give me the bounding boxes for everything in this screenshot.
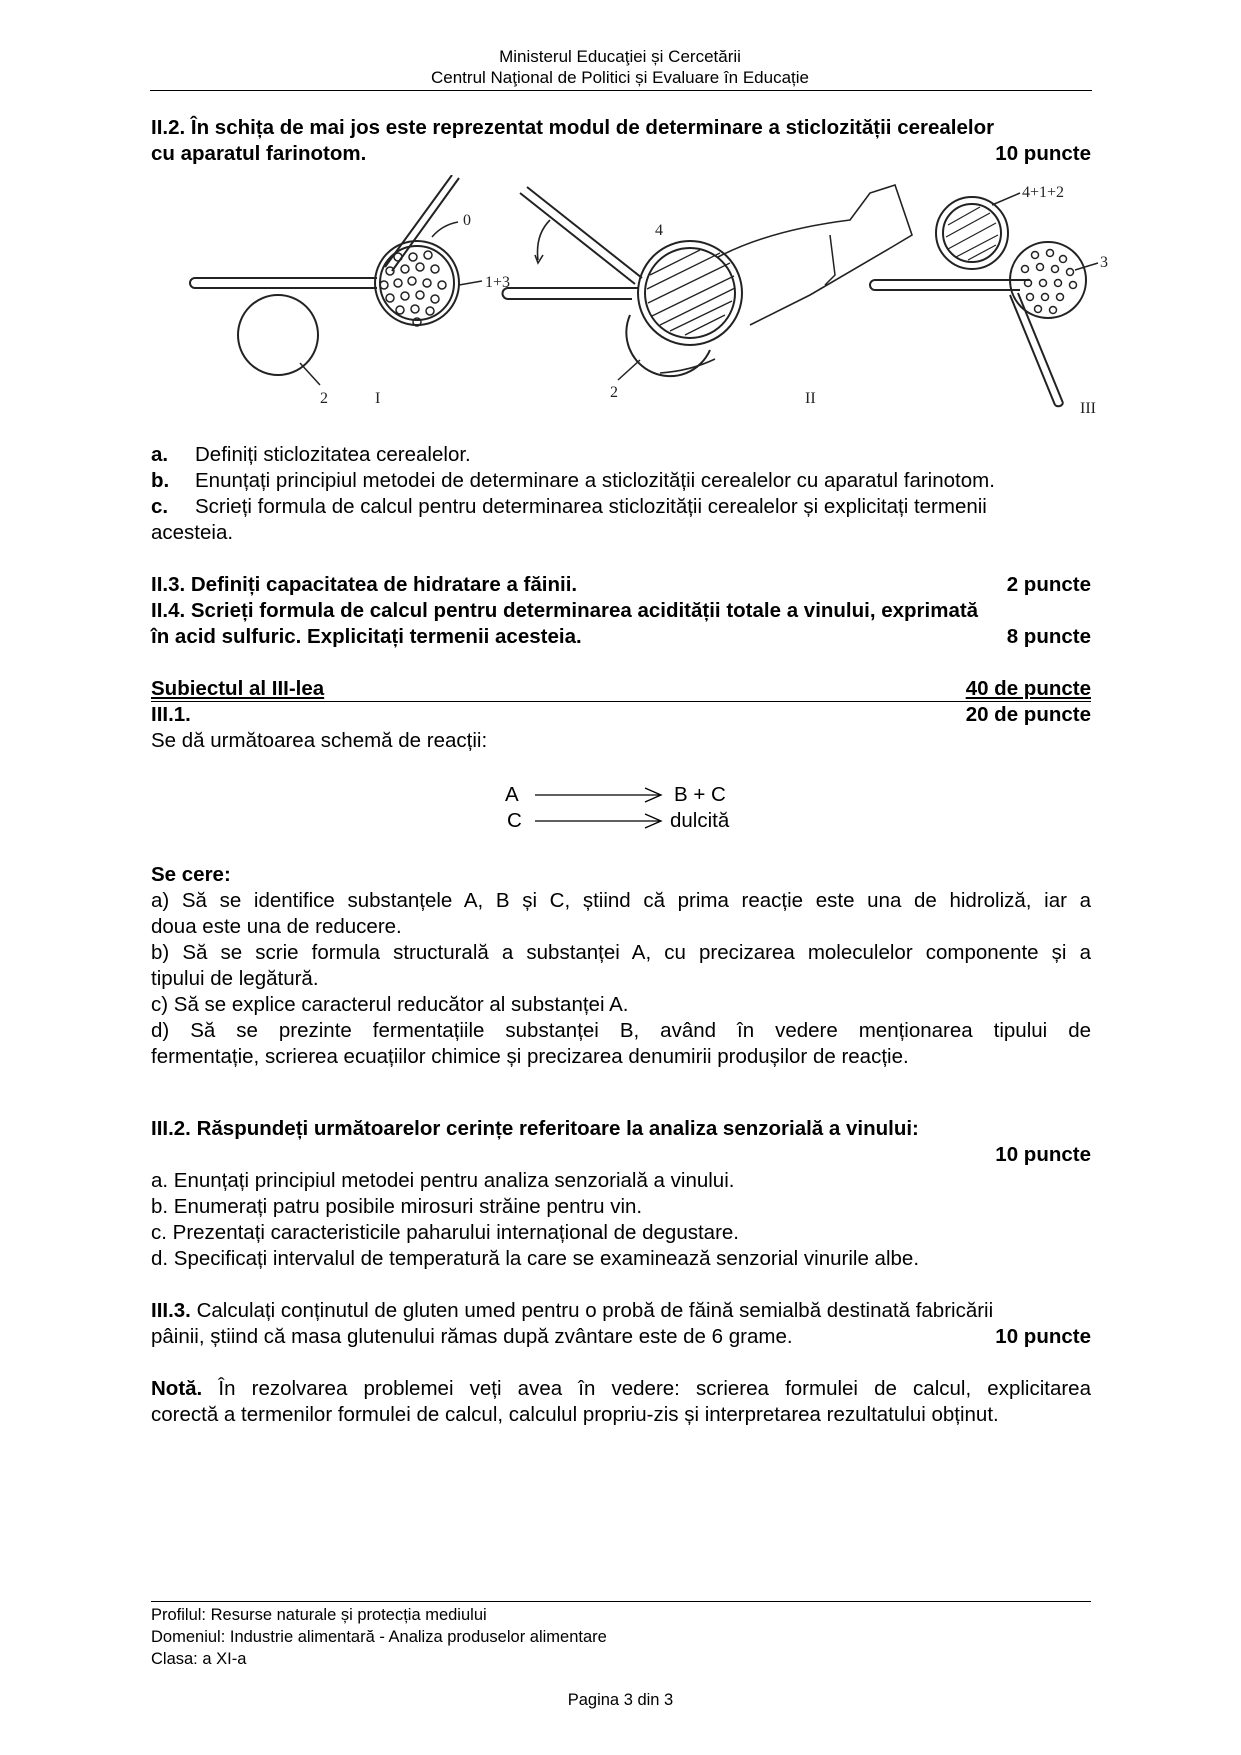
- fig2-label-4: 4: [655, 222, 663, 239]
- q3-2-title: Răspundeți următoarelor cerințe referitoare la analiza senzorială a vinului:: [196, 1117, 919, 1140]
- footer-class: Clasa: a XI-a: [151, 1650, 247, 1668]
- q3-1-line-b1: b) Să se scrie formula structurală a substanței A, cu precizarea moleculelor componente și a: [151, 941, 1091, 964]
- q3-2-points-row: [151, 1142, 1091, 1168]
- q3-1-row: [151, 702, 1091, 728]
- q3-3-line1: [151, 1298, 1091, 1324]
- fig2-sample-disc: [645, 248, 735, 338]
- q3-1-line-d2: fermentație, scrierea ecuațiilor chimice și precizarea denumirii produșilor de reacție.: [151, 1045, 909, 1068]
- q3-1-line-c: c) Să se explice caracterul reducător al substanței A.: [151, 993, 629, 1016]
- q3-3-text1: Calculați conținutul de gluten umed pentru o probă de făină semialbă destinată fabricării: [196, 1299, 994, 1322]
- fig1-label-2: 2: [320, 390, 328, 407]
- q2-2-item-c-cont: acesteia.: [151, 521, 234, 544]
- q2-2-item-b: [151, 468, 1091, 494]
- reaction-2-arrow: [535, 813, 665, 829]
- fig2-upper-arm: [520, 187, 642, 284]
- q3-2-title-row: [151, 1116, 1091, 1142]
- fig3-label-4-1-2: 4+1+2: [1022, 184, 1065, 201]
- page-number: Pagina 3 din 3: [567, 1691, 674, 1709]
- q3-2-label: III.2.: [151, 1117, 191, 1140]
- q3-1-line-a1: a) Să se identifice substanțele A, B și C, știind că prima reacție este una de hidroliză, iar a: [151, 889, 1091, 912]
- farinotom-sketch: [170, 175, 1110, 435]
- fig3-roman: III: [1080, 400, 1096, 417]
- q2-2-item-b-text: Enunțați principiul metodei de determinare a sticlozității cerealelor cu aparatul farinotom.: [195, 469, 995, 492]
- figure-1: [190, 175, 482, 385]
- q3-1-request-label: Se cere:: [151, 863, 231, 886]
- footer-profile: Profilul: Resurse naturale și protecția mediului: [151, 1606, 487, 1624]
- header-ministry: Ministerul Educaţiei și Cercetării: [499, 47, 741, 66]
- q3-2-item-b: b. Enumerați patru posibile mirosuri străine pentru vin.: [151, 1195, 643, 1218]
- figure-2: [503, 185, 913, 380]
- q3-3-row2: [151, 1324, 1091, 1350]
- q2-4-row: [151, 624, 1091, 650]
- q3-2-item-c: c. Prezentați caracteristicile paharului internațional de degustare.: [151, 1221, 739, 1244]
- reaction-2-right: dulcită: [670, 809, 730, 832]
- fig3-label-3: 3: [1100, 254, 1108, 271]
- subject-3-row: [151, 676, 1091, 702]
- q3-1-intro: Se dă următoarea schemă de reacții:: [151, 729, 488, 752]
- fig3-hatching: [946, 207, 998, 260]
- q3-2-item-d: d. Specificați intervalul de temperatură la care se examinează senzorial vinurile albe.: [151, 1247, 920, 1270]
- q3-2-points: 10 puncte: [995, 1143, 1091, 1166]
- fig1-roman: I: [375, 390, 381, 407]
- q2-2-title-line2-row: [151, 141, 1091, 167]
- q2-2-item-a-label: a.: [151, 443, 169, 466]
- q2-3-points: 2 puncte: [1006, 573, 1091, 596]
- fig1-lower-disc: [238, 295, 318, 375]
- q3-3-text2: pâinii, știind că masa glutenului rămas după zvântare este de 6 grame.: [151, 1325, 793, 1348]
- fig2-ring: [638, 241, 742, 345]
- fig1-upper-arm: [385, 175, 459, 271]
- q3-1-line-b2: tipului de legătură.: [151, 967, 319, 990]
- reaction-2-left: C: [507, 809, 522, 832]
- q2-2-item-a-text: Definiți sticlozitatea cerealelor.: [195, 443, 471, 466]
- footer-domain: Domeniul: Industrie alimentară - Analiza produselor alimentare: [151, 1628, 607, 1646]
- fig2-hatching: [647, 250, 735, 335]
- header-rule: [150, 90, 1092, 91]
- q2-3-row: [151, 572, 1091, 598]
- subject-3-points: 40 de puncte: [965, 677, 1091, 700]
- figure-3: [825, 193, 1098, 406]
- q3-1-line-a2: doua este una de reducere.: [151, 915, 402, 938]
- fig2-roman: II: [805, 390, 816, 407]
- q2-4-line2: în acid sulfuric. Explicitați termenii acesteia.: [151, 625, 582, 648]
- q2-2-item-c-label: c.: [151, 495, 169, 518]
- q2-2-item-c-text: Scrieți formula de calcul pentru determinarea sticlozității cerealelor și explicitați termenii: [195, 495, 987, 518]
- fig3-sample-disc: [943, 204, 1001, 262]
- q3-3-label: III.3.: [151, 1299, 191, 1322]
- footer-rule: [151, 1601, 1091, 1602]
- note-label: Notă.: [151, 1377, 203, 1400]
- q2-2-title-line1: II.2. În schița de mai jos este reprezentat modul de determinare a sticlozității cerealelor: [151, 116, 995, 139]
- fig1-horizontal-arm: [190, 278, 377, 288]
- q3-3-points: 10 puncte: [995, 1325, 1091, 1348]
- header-center: Centrul Naţional de Politici și Evaluare în Educație: [431, 68, 809, 87]
- note-line1: [151, 1376, 1091, 1402]
- fig2-horizontal-arm: [503, 288, 639, 299]
- fig3-holes: [1022, 250, 1077, 314]
- q2-3-text: II.3. Definiți capacitatea de hidratare a făinii.: [151, 573, 578, 596]
- reaction-1-arrow: [535, 787, 665, 803]
- fig2-label-2: 2: [610, 384, 618, 401]
- q2-2-item-a: [151, 442, 1091, 468]
- q3-1-points: 20 de puncte: [965, 703, 1091, 726]
- q2-2-item-c: [151, 494, 1091, 520]
- farinotom-diagram: [170, 175, 1110, 435]
- fig2-hand: [718, 185, 912, 325]
- q2-2-title-line2: cu aparatul farinotom.: [151, 142, 367, 165]
- fig2-lower-disc: [626, 315, 710, 376]
- note-text1: În rezolvarea problemei veți avea în vedere: scrierea formulei de calcul, explicitarea: [218, 1377, 1091, 1400]
- fig1-label-0: 0: [463, 212, 471, 229]
- q3-1-line-d1: d) Să se prezinte fermentațiile substanței B, având în vedere menționarea tipului de: [151, 1019, 1091, 1042]
- q2-4-line1: II.4. Scrieți formula de calcul pentru determinarea acidității totale a vinului, exprimată: [151, 599, 979, 622]
- fig3-horizontal-arm: [870, 280, 1030, 290]
- fig1-label-1-3: 1+3: [485, 274, 511, 291]
- fig3-lower-arm: [1010, 293, 1063, 406]
- reaction-1-right: B + C: [674, 783, 726, 806]
- q3-1-label: III.1.: [151, 703, 191, 726]
- q2-2-points: 10 puncte: [995, 142, 1091, 165]
- q3-2-item-a: a. Enunțați principiul metodei pentru analiza senzorială a vinului.: [151, 1169, 735, 1192]
- subject-3-title: Subiectul al III-lea: [151, 677, 325, 700]
- reaction-1-left: A: [505, 783, 519, 806]
- q2-2-item-b-label: b.: [151, 469, 170, 492]
- note-line2: corectă a termenilor formulei de calcul, calculul propriu-zis și interpretarea rezultatului obținut.: [151, 1403, 999, 1426]
- q2-4-points: 8 puncte: [1006, 625, 1091, 648]
